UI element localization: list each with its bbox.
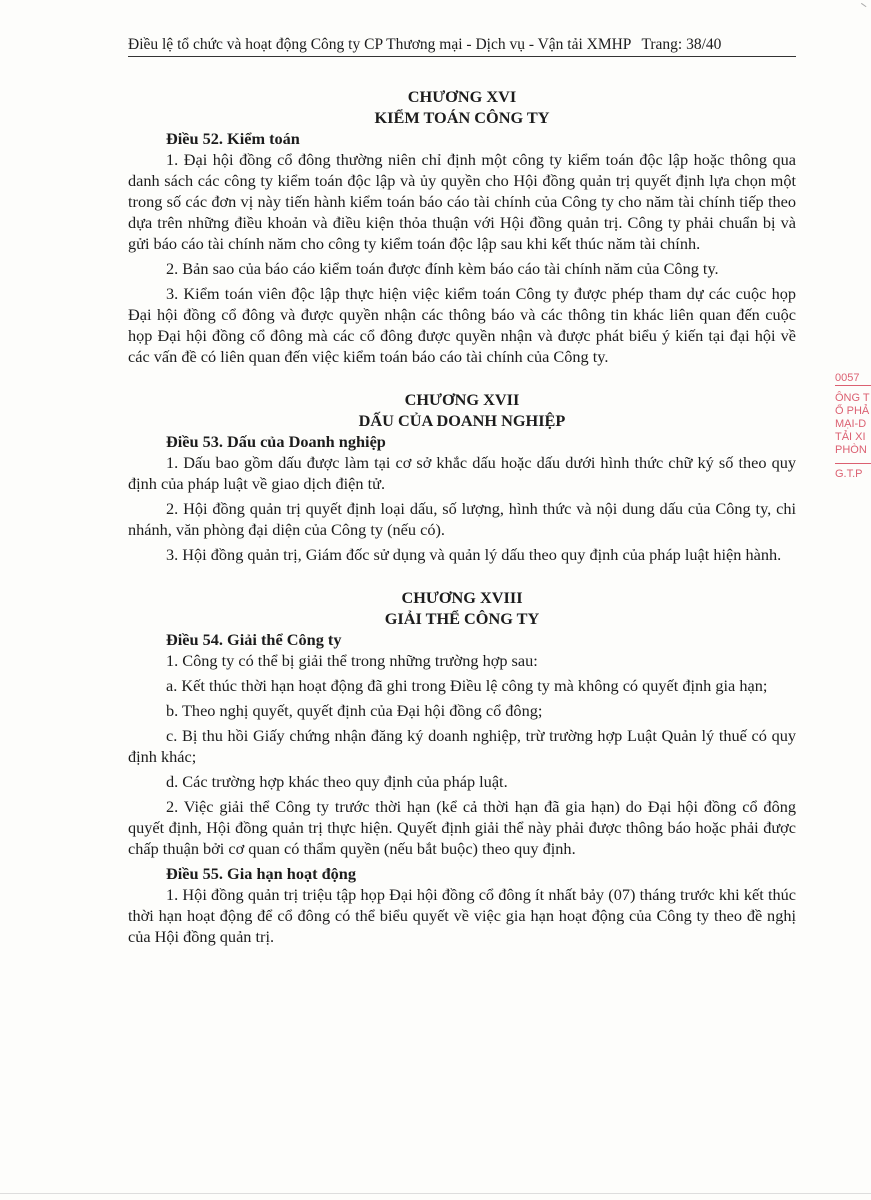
header-title: Điều lệ tổ chức và hoạt động Công ty CP Thương mại - Dịch vụ - Vận tải XMHP [128,36,632,53]
paragraph: 2. Việc giải thể Công ty trước thời hạn (kể cả thời hạn đã gia hạn) do Đại hội đồng cổ đông quyết định, Hội đồng quản trị thực hiện. Quyết định giải thể này phải được thông báo hoặc phải được chấp thuận bởi cơ quan có thẩm quyền (nếu bắt buộc) theo quy định. [128,797,796,858]
stamp-line: Ổ PHẢ [835,405,870,417]
chapter-heading [128,587,796,629]
scan-corner-mark [858,3,867,12]
document-body [128,86,796,951]
header-page-number: Trang: 38/40 [641,36,722,53]
paragraph: 1. Hội đồng quản trị triệu tập họp Đại hội đồng cổ đông ít nhất bảy (07) tháng trước khi kết thúc thời hạn hoạt động để cổ đông có thể biểu quyết về việc gia hạn hoạt động của Công ty theo đề nghị của Hội đồng quản trị. [128,885,796,946]
stamp-line: PHÒN [835,444,867,456]
list-item: c. Bị thu hồi Giấy chứng nhận đăng ký doanh nghiệp, trừ trường hợp Luật Quản lý thuế có quy định khác; [128,726,796,766]
paragraph: 1. Đại hội đồng cổ đông thường niên chỉ định một công ty kiểm toán độc lập hoặc thông qua danh sách các công ty kiểm toán độc lập và ủy quyền cho Hội đồng quản trị quyết định lựa chọn một trong số các đơn vị này tiến hành kiểm toán báo cáo tài chính của Công ty cho năm tài chính tiếp theo dựa trên những điều khoản và điều kiện thỏa thuận với Hội đồng quản trị. Công ty phải chuẩn bị và gửi báo cáo tài chính năm cho công ty kiểm toán độc lập sau khi kết thúc năm tài chính. [128,150,796,253]
page-header [128,36,796,57]
stamp-line: TẢI XI [835,431,866,443]
chapter-title: DẤU CỦA DOANH NGHIỆP [358,411,566,430]
paragraph: 1. Dấu bao gồm dấu được làm tại cơ sở khắc dấu hoặc dấu dưới hình thức chữ ký số theo quy định của pháp luật về giao dịch điện tử. [128,453,796,493]
stamp-line: 0057 [835,372,871,386]
paragraph: 3. Kiểm toán viên độc lập thực hiện việc kiểm toán Công ty được phép tham dự các cuộc họp Đại hội đồng cổ đông và được quyền nhận các thông báo và các thông tin khác liên quan đến cuộc họp Đại hội đồng cổ đông mà các cổ đông được quyền nhận và được phát biểu ý kiến tại đại hội về các vấn đề có liên quan đến việc kiểm toán báo cáo tài chính của Công ty. [128,284,796,366]
scan-bottom-edge [0,1193,871,1194]
stamp-line: ÔNG T [835,392,870,404]
chapter-title: KIỂM TOÁN CÔNG TY [374,108,550,127]
chapter-number: CHƯƠNG XVIII [401,588,523,607]
chapter-heading [128,86,796,128]
list-item: d. Các trường hợp khác theo quy định của pháp luật. [166,772,508,791]
chapter-number: CHƯƠNG XVII [404,390,520,409]
paragraph: 1. Công ty có thể bị giải thể trong những trường hợp sau: [166,651,538,670]
list-item: a. Kết thúc thời hạn hoạt động đã ghi trong Điều lệ công ty mà không có quyết định gia hạn; [166,676,768,695]
stamp-line: MẠI-D [835,418,867,430]
list-item: b. Theo nghị quyết, quyết định của Đại hội đồng cổ đông; [166,701,543,720]
paragraph: 2. Hội đồng quản trị quyết định loại dấu, số lượng, hình thức và nội dung dấu của Công ty, chi nhánh, văn phòng đại diện của Công ty (nếu có). [128,499,796,539]
article-title: Điều 53. Dấu của Doanh nghiệp [166,432,386,451]
red-seal-stamp [835,372,871,481]
chapter-number: CHƯƠNG XVI [407,87,517,106]
article-title: Điều 54. Giải thể Công ty [166,630,342,649]
chapter-title: GIẢI THỂ CÔNG TY [384,609,540,628]
paragraph: 3. Hội đồng quản trị, Giám đốc sử dụng và quản lý dấu theo quy định của pháp luật hiện hành. [166,545,782,564]
article-title: Điều 52. Kiểm toán [166,129,300,148]
article-title: Điều 55. Gia hạn hoạt động [166,864,356,883]
stamp-line: G.T.P [835,463,871,481]
paragraph: 2. Bản sao của báo cáo kiểm toán được đính kèm báo cáo tài chính năm của Công ty. [166,259,719,278]
chapter-heading [128,389,796,431]
